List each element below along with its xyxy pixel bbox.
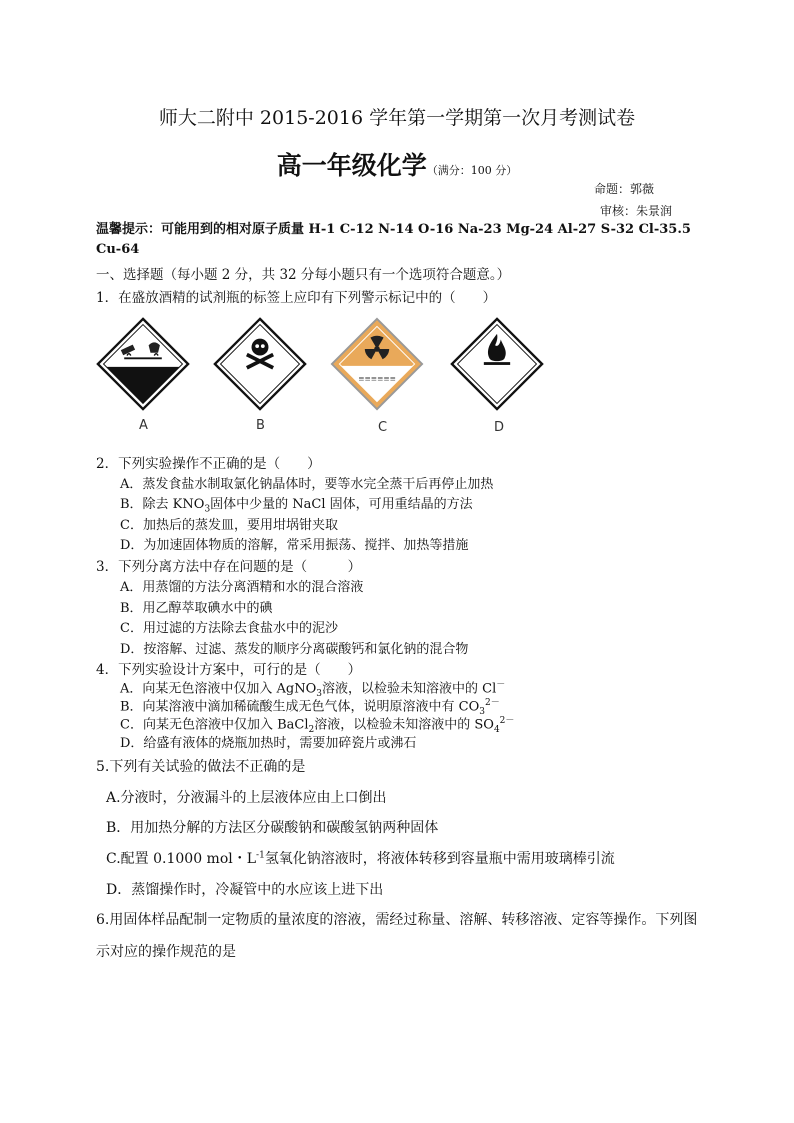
q2-stem: 2．下列实验操作不正确的是（ ） [96, 456, 321, 472]
q3-stem: 3．下列分离方法中存在问题的是（ ） [96, 559, 362, 575]
q3-option-a: A．用蒸馏的方法分离酒精和水的混合溶液 [120, 580, 364, 595]
section-heading: 一、选择题（每小题 2 分，共 32 分每小题只有一个选项符合题意。） [96, 267, 511, 283]
svg-text:≡≡≡≡≡≡: ≡≡≡≡≡≡ [358, 373, 396, 383]
q5-stem: 5.下列有关试验的做法不正确的是 [96, 759, 306, 775]
toxic-skull-icon [213, 317, 307, 411]
q6-stem: 6.用固体样品配制一定物质的量浓度的溶液，需经过称量、溶解、转移溶液、定容等操作。下列图示对应的操作规范的是 [96, 912, 698, 960]
q2-option-b: B．除去 $KNO_3$固体中少量的 NaCl 固体，可用重结晶的方法 [120, 497, 473, 515]
full-score: （满分：100 分） [426, 164, 518, 177]
sign-label-a: A [139, 418, 148, 433]
q3-option-b: B．用乙醇萃取碘水中的碘 [120, 601, 273, 616]
subject-name: 高一年级化学 [276, 151, 427, 180]
exam-title: 师大二附中 2015-2016 学年第一学期第一次月考测试卷 [158, 107, 636, 129]
author-line: 命题：郭薇 [594, 182, 655, 196]
sign-label-b: B [256, 418, 265, 433]
q1-stem: 1．在盛放酒精的试剂瓶的标签上应印有下列警示标记中的（ ） [96, 290, 497, 306]
q2-option-d: D．为加速固体物质的溶解，常采用振荡、搅拌、加热等措施 [120, 538, 469, 553]
corrosive-icon [96, 317, 190, 411]
q4-option-a: A．向某无色溶液中仅加入 AgNO$_3$溶液，以检验未知溶液中的 Cl－ [120, 680, 506, 699]
radioactive-icon [330, 317, 424, 411]
q3-option-d: D．按溶解、过滤、蒸发的顺序分离碳酸钙和氯化钠的混合物 [120, 642, 469, 657]
tip-box [96, 220, 716, 260]
q2-option-c: C．加热后的蒸发皿，要用坩埚钳夹取 [120, 518, 338, 533]
tip-label: 温馨提示： [96, 222, 162, 237]
q4-option-b: B．向某溶液中滴加稀硫酸生成无色气体，说明原溶液中有 $CO_3^{2-}$ [120, 698, 500, 717]
subject-title [0, 146, 794, 182]
q5-option-a: A.分液时，分液漏斗的上层液体应由上口倒出 [106, 790, 387, 806]
tip-text: 可能用到的相对原子质量 H-1 C-12 N-14 O-16 Na-23 Mg-24 Al-27 S-32 Cl-35.5 Cu-64 [96, 222, 691, 257]
reviewer-line: 审核：朱景润 [600, 204, 673, 218]
flammable-icon [450, 317, 544, 411]
q5-option-b: B．用加热分解的方法区分碳酸钠和碳酸氢钠两种固体 [106, 820, 439, 836]
q3-option-c: C．用过滤的方法除去食盐水中的泥沙 [120, 621, 338, 636]
q5-option-d: D．蒸馏操作时，冷凝管中的水应该上进下出 [106, 882, 384, 898]
q4-stem: 4．下列实验设计方案中，可行的是（ ） [96, 662, 362, 678]
q2-option-a: A．蒸发食盐水制取氯化钠晶体时，要等水完全蒸干后再停止加热 [120, 477, 494, 492]
sign-label-c: C [378, 420, 388, 435]
sign-label-d: D [494, 420, 505, 435]
q5-option-c: C.配置 0.1000 mol・$L^{-1}$氢氧化钠溶液时，将液体转移到容量瓶中需用玻璃棒引流 [106, 850, 615, 867]
q4-option-c: C．向某无色溶液中仅加入 BaCl$_2$溶液，以检验未知溶液中的 $SO_4^{2-}$ [120, 716, 515, 735]
q4-option-d: D．给盛有液体的烧瓶加热时，需要加碎瓷片或沸石 [120, 736, 417, 751]
